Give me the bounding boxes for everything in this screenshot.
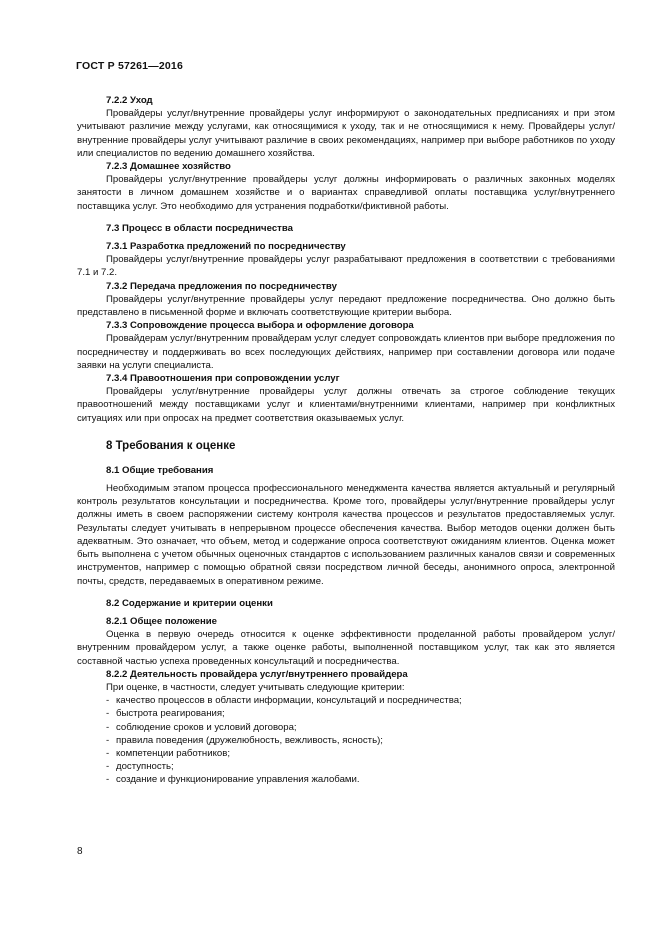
- subsection-heading: 8.2.1 Общее положение: [106, 615, 217, 627]
- list-dash: -: [106, 774, 110, 786]
- list-item-text: доступность;: [116, 761, 174, 773]
- criteria-list: [77, 694, 615, 786]
- section-heading: 8.2 Содержание и критерии оценки: [106, 597, 273, 609]
- list-item: [77, 773, 615, 786]
- list-item-text: соблюдение сроков и условий договора;: [116, 721, 297, 733]
- list-item: [77, 707, 615, 720]
- list-item: [77, 721, 615, 734]
- list-item: [77, 747, 615, 760]
- subsection-heading: 8.2.2 Деятельность провайдера услуг/внутреннего провайдера: [106, 668, 408, 680]
- paragraph: Провайдеры услуг/внутренние провайдеры услуг разрабатывают предложения в соответствии с требованиями 7.1 и 7.2.: [77, 254, 615, 279]
- subsection-heading: 7.3.2 Передача предложения по посредничеству: [106, 280, 337, 292]
- subsection-heading: 7.3.4 Правоотношения при сопровождении услуг: [106, 373, 340, 385]
- section-heading: 7.3 Процесс в области посредничества: [106, 222, 293, 234]
- subsection-heading: 7.3.1 Разработка предложений по посредничеству: [106, 241, 346, 253]
- list-dash: -: [106, 695, 110, 707]
- paragraph: Необходимым этапом процесса профессионального менеджмента качества является актуальный и регулярный контроль результатов консультации и посредничества. Кроме того, провайдеры услуг/внутренние провайдеры услуг должны иметь в своем распоряжении систему контроля качества процессов и результатов предоставляемых услуг. Результаты следует учитывать в непрерывном процессе обеспечения качества. Выбор методов оценки должен быть адекватным. Это означает, что объем, метод и содержание опроса соответствуют ожиданиям клиентов. Оценка может быть выполнена с учетом обычных оценочных стандартов с использованием различных каналов связи и современных инструментов, например с помощью обратной связи посредством личной беседы, анонимного опроса, электронной почты, средств, передаваемых в оперативном режиме.: [77, 483, 615, 587]
- paragraph: Провайдерам услуг/внутренним провайдерам услуг следует сопровождать клиентов при выборе предложения по посредничеству и поддерживать во всех последующих действиях, например при составлении договора или подаче заявки на услуги специалиста.: [77, 333, 615, 371]
- paragraph: При оценке, в частности, следует учитывать следующие критерии:: [106, 681, 405, 693]
- paragraph: Провайдеры услуг/внутренние провайдеры услуг передают предложение посредничества. Оно должно быть представлено в письменной форме и включать соответствующие критерии выбора.: [77, 293, 615, 319]
- paragraph: Оценка в первую очередь относится к оценке эффективности проделанной работы провайдером услуг/внутренним провайдером услуг, а также оценке работы, выполненной поставщиком услуг, так как это является составной частью успеха проведенных консультаций и посредничества.: [77, 629, 615, 667]
- list-dash: -: [106, 761, 110, 773]
- list-item-text: правила поведения (дружелюбность, вежливость, ясность);: [116, 734, 383, 746]
- list-item-text: компетенции работников;: [116, 747, 230, 759]
- list-item-text: быстрота реагирования;: [116, 708, 225, 720]
- list-item: [77, 760, 615, 773]
- list-item-text: качество процессов в области информации, консультаций и посредничества;: [116, 695, 462, 707]
- list-dash: -: [106, 747, 110, 759]
- list-dash: -: [106, 734, 110, 746]
- list-item: [77, 694, 615, 707]
- document-body: [77, 94, 615, 787]
- section-heading: 8.1 Общие требования: [106, 464, 214, 476]
- list-item: [77, 734, 615, 747]
- chapter-heading: 8 Требования к оценке: [106, 439, 236, 452]
- paragraph: Провайдеры услуг/внутренние провайдеры услуг должны отвечать за строгое соблюдение текущих правоотношений между поставщиками услуг и клиентами/внутренними клиентами, например при конфликтных ситуациях или при опросах на предмет соответствия оказываемых услуг.: [77, 386, 615, 424]
- list-dash: -: [106, 708, 110, 720]
- subsection-heading: 7.3.3 Сопровождение процесса выбора и оформление договора: [106, 320, 414, 332]
- subsection-heading: 7.2.2 Уход: [106, 95, 153, 106]
- list-item-text: создание и функционирование управления жалобами.: [116, 774, 360, 786]
- page-number: 8: [77, 846, 83, 857]
- subsection-heading: 7.2.3 Домашнее хозяйство: [106, 161, 231, 173]
- document-header: ГОСТ Р 57261—2016: [76, 60, 184, 72]
- paragraph: Провайдеры услуг/внутренние провайдеры услуг должны информировать о различных законных моделях занятости в личном домашнем хозяйстве и о вариантах справедливой оплаты поставщика услуг/внутреннего поставщика услуг. Это необходимо для устранения подработки/фиктивной работы.: [77, 174, 615, 212]
- list-dash: -: [106, 721, 110, 733]
- paragraph: Провайдеры услуг/внутренние провайдеры услуг информируют о законодательных предписаниях и при этом учитывают различие между услугами, как относящимися к уходу, так и не относящимися к нему. Провайдеры услуг/внутренние провайдеры услуг учитывают различие в своих рекомендациях, например при выборе работников по уходу или специалистов по ведению домашнего хозяйства.: [77, 108, 615, 159]
